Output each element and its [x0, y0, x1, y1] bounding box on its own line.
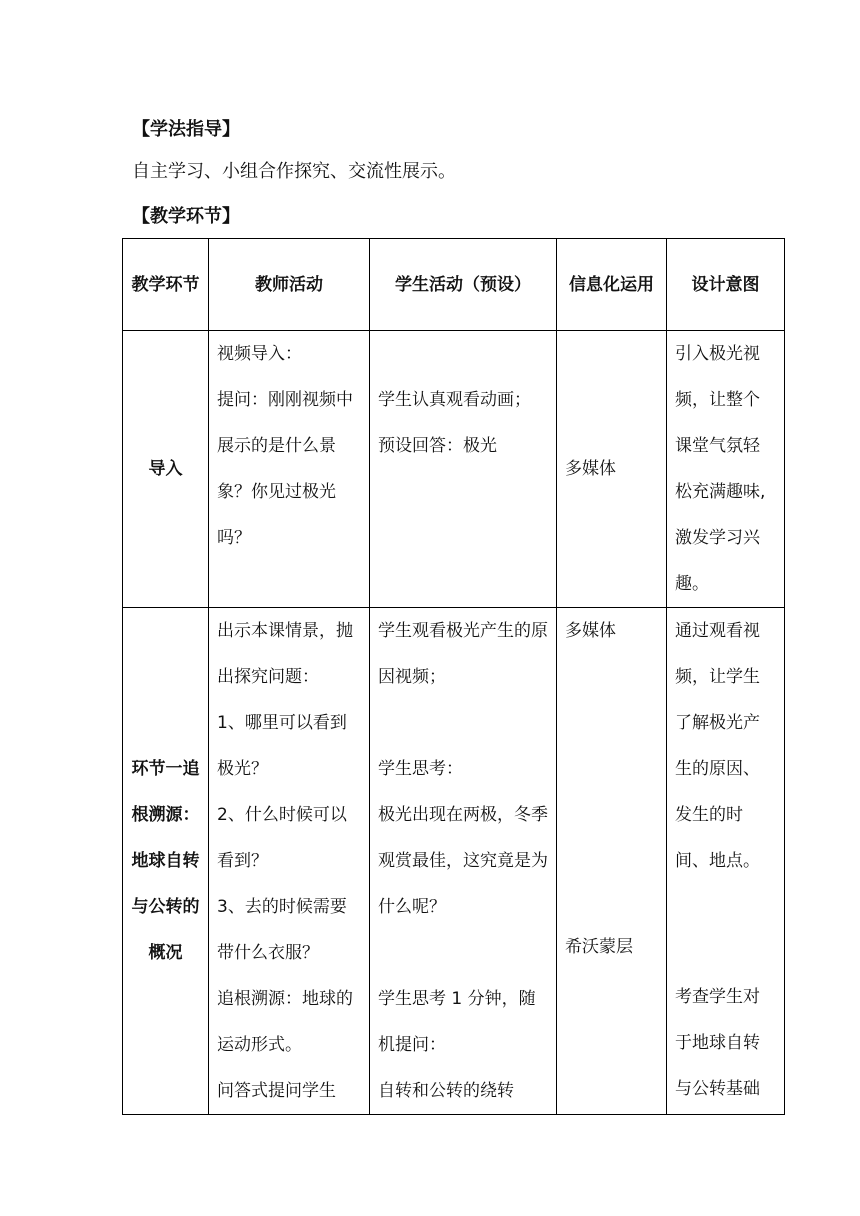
tech-cell — [557, 331, 667, 608]
header-student: 学生活动（预设） — [370, 239, 557, 331]
teacher-text: 提问：刚刚视频中展示的是什么景象？你见过极光吗？ — [217, 390, 353, 548]
teacher-text: 出示本课情景，抛出探究问题： — [217, 621, 353, 687]
student-cell — [370, 331, 557, 608]
table-row — [123, 608, 785, 1115]
student-cell — [370, 608, 557, 1115]
student-text: 自转和公转的绕转 — [378, 1081, 514, 1101]
stage-cell: 环节一追根溯源：地球自转与公转的概况 — [123, 608, 209, 1115]
intent-text: 考查学生对于地球自转与公转基础 — [675, 987, 760, 1099]
teaching-steps-heading: 【教学环节】 — [132, 206, 240, 227]
table-header-row — [123, 239, 785, 331]
student-text: 学生观看极光产生的原因视频； — [378, 621, 548, 687]
header-tech: 信息化运用 — [557, 239, 667, 331]
teacher-cell — [209, 331, 370, 608]
student-text: 学生认真观看动画； — [378, 390, 531, 410]
teacher-text: 3、去的时候需要带什么衣服？ — [217, 897, 347, 963]
intent-text: 通过观看视频，让学生了解极光产生的原因、发生的时间、地点。 — [675, 621, 760, 871]
teacher-text: 1、哪里可以看到极光？ — [217, 713, 347, 779]
study-method-text: 自主学习、小组合作探究、交流性展示。 — [132, 161, 456, 182]
teacher-cell — [209, 608, 370, 1115]
intent-cell — [667, 608, 785, 1115]
tech-cell — [557, 608, 667, 1115]
teacher-text: 2、什么时候可以看到？ — [217, 805, 347, 871]
header-stage: 教学环节 — [123, 239, 209, 331]
intent-text: 引入极光视频，让整个课堂气氛轻松充满趣味,激发学习兴趣。 — [675, 344, 766, 594]
teacher-text: 问答式提问学生 — [217, 1081, 336, 1101]
table-row — [123, 331, 785, 608]
header-intent: 设计意图 — [667, 239, 785, 331]
student-text: 预设回答：极光 — [378, 436, 497, 456]
student-text: 极光出现在两极，冬季观赏最佳，这究竟是为什么呢？ — [378, 805, 548, 917]
teacher-text: 视频导入： — [217, 344, 302, 364]
tech-text: 多媒体 — [565, 459, 616, 479]
student-text: 学生思考： — [378, 759, 463, 779]
tech-text: 希沃蒙层 — [565, 937, 633, 957]
study-method-heading: 【学法指导】 — [132, 119, 240, 140]
lesson-table — [122, 238, 785, 1115]
intent-cell — [667, 331, 785, 608]
teacher-text: 追根溯源：地球的运动形式。 — [217, 989, 353, 1055]
tech-text: 多媒体 — [565, 621, 616, 641]
student-text: 学生思考 1 分钟，随机提问： — [378, 989, 536, 1055]
stage-cell: 导入 — [123, 331, 209, 608]
header-teacher: 教师活动 — [209, 239, 370, 331]
